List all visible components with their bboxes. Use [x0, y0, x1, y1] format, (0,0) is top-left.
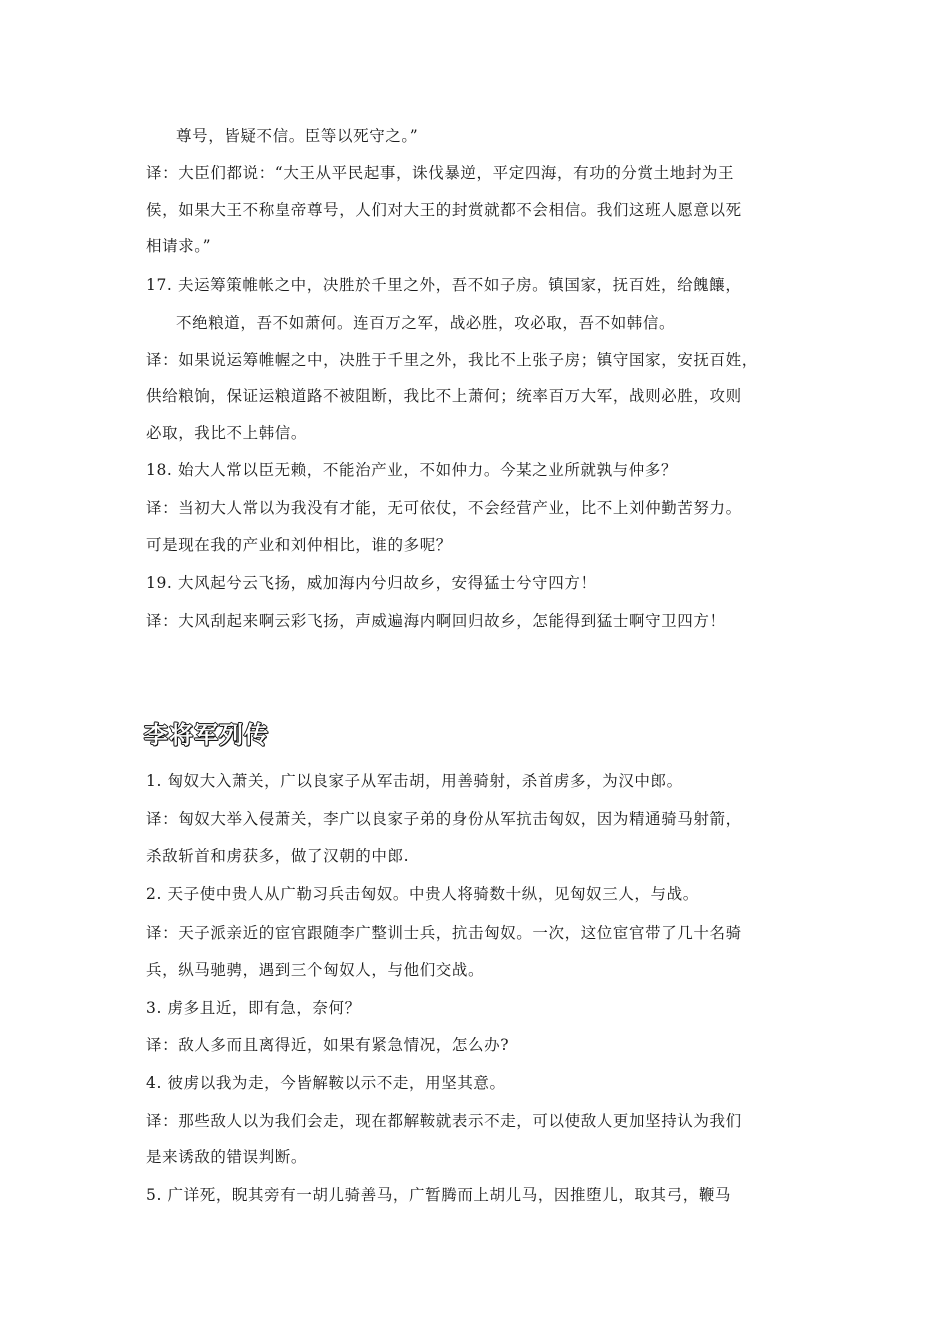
- translation-line: 相请求。”: [146, 237, 212, 255]
- section-heading: 李将军列传: [144, 720, 269, 749]
- text-line: 2. 天子使中贵人从广勒习兵击匈奴。中贵人将骑数十纵，见匈奴三人，与战。: [146, 885, 699, 903]
- translation-line: 必取，我比不上韩信。: [146, 424, 308, 442]
- translation-line: 可是现在我的产业和刘仲相比，谁的多呢？: [146, 536, 452, 554]
- translation-line: 译：如果说运筹帷幄之中，决胜于千里之外，我比不上张子房；镇守国家，安抚百姓，: [146, 351, 758, 369]
- text-line: 18. 始大人常以臣无赖，不能治产业，不如仲力。今某之业所就孰与仲多？: [146, 461, 678, 479]
- text-line: 不绝粮道，吾不如萧何。连百万之军，战必胜，攻必取，吾不如韩信。: [176, 314, 676, 332]
- translation-line: 兵，纵马驰骋，遇到三个匈奴人，与他们交战。: [146, 961, 485, 979]
- translation-line: 译：大臣们都说：“大王从平民起事，诛伐暴逆，平定四海，有功的分赏土地封为王: [146, 164, 735, 182]
- translation-line: 杀敌斩首和虏获多，做了汉朝的中郎.: [146, 847, 410, 865]
- text-line: 19. 大风起兮云飞扬，威加海内兮归故乡，安得猛士兮守四方！: [146, 574, 597, 592]
- translation-line: 供给粮饷，保证运粮道路不被阻断，我比不上萧何；统率百万大军，战则必胜，攻则: [146, 387, 742, 405]
- translation-line: 是来诱敌的错误判断。: [146, 1148, 308, 1166]
- translation-line: 侯，如果大王不称皇帝尊号，人们对大王的封赏就都不会相信。我们这班人愿意以死: [146, 201, 742, 219]
- translation-line: 译：大风刮起来啊云彩飞扬，声威遍海内啊回归故乡，怎能得到猛士啊守卫四方！: [146, 612, 726, 630]
- text-line: 3. 虏多且近，即有急，奈何？: [146, 999, 361, 1017]
- text-line: 4. 彼虏以我为走，今皆解鞍以示不走，用坚其意。: [146, 1074, 506, 1092]
- text-line: 1. 匈奴大入萧关，广以良家子从军击胡，用善骑射，杀首虏多，为汉中郎。: [146, 772, 683, 790]
- translation-line: 译：那些敌人以为我们会走，现在都解鞍就表示不走，可以使敌人更加坚持认为我们: [146, 1112, 742, 1130]
- text-line: 5. 广详死，睨其旁有一胡儿骑善马，广暂腾而上胡儿马，因推堕儿，取其弓，鞭马: [146, 1186, 732, 1204]
- translation-line: 译：匈奴大举入侵萧关，李广以良家子弟的身份从军抗击匈奴，因为精通骑马射箭，: [146, 810, 742, 828]
- text-line: 17. 夫运筹策帷帐之中，决胜於千里之外，吾不如子房。镇国家，抚百姓，给餽饟，: [146, 276, 742, 294]
- translation-line: 译：天子派亲近的宦官跟随李广整训士兵，抗击匈奴。一次，这位宦官带了几十名骑: [146, 924, 742, 942]
- translation-line: 译：敌人多而且离得近，如果有紧急情况，怎么办?: [146, 1036, 510, 1054]
- text-line: 尊号，皆疑不信。臣等以死守之。”: [176, 127, 419, 145]
- translation-line: 译：当初大人常以为我没有才能，无可依仗，不会经营产业，比不上刘仲勤苦努力。: [146, 499, 742, 517]
